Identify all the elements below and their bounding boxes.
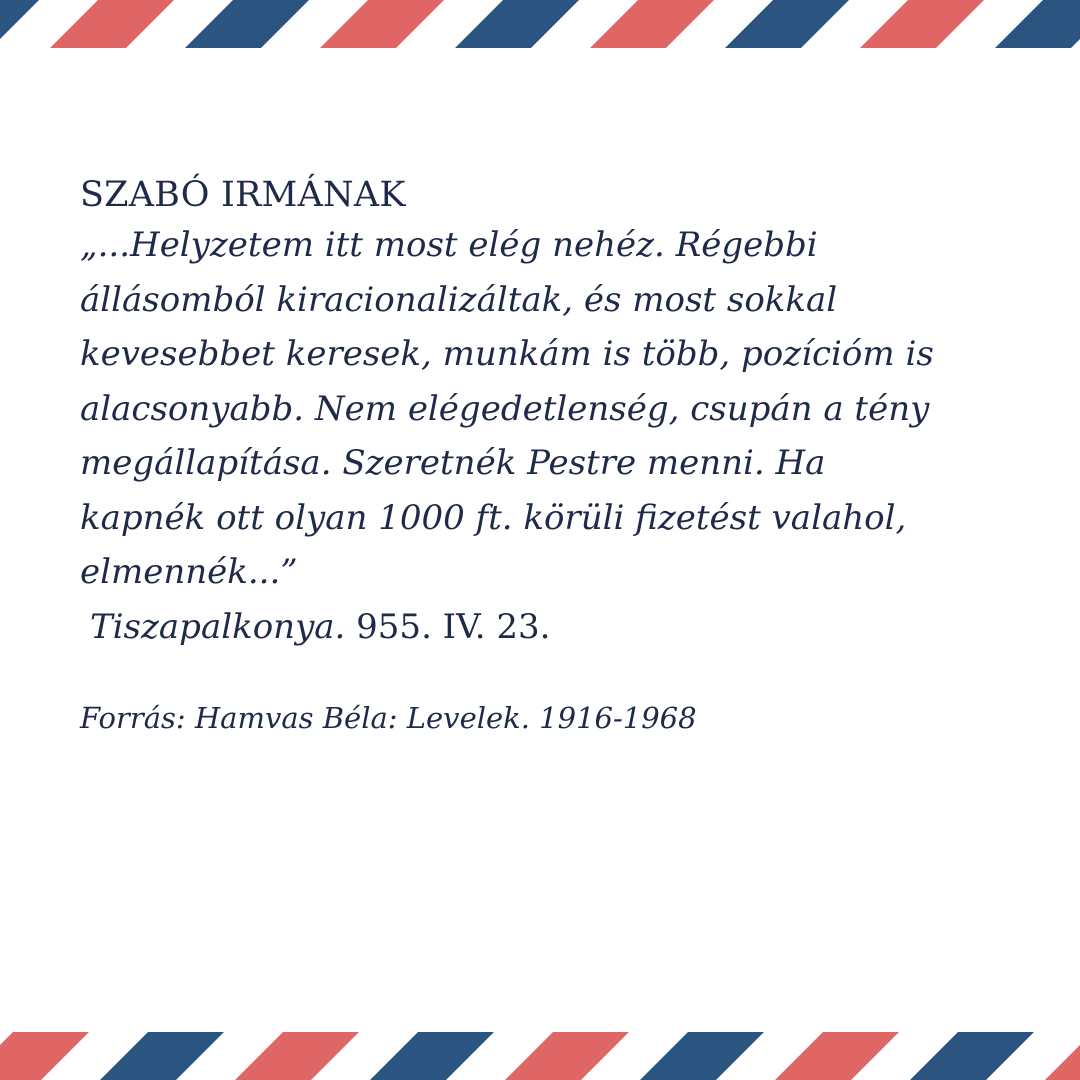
red-stripe: [235, 1032, 359, 1080]
quote-line: alacsonyabb. Nem elégedetlenség, csupán a tény: [80, 388, 930, 429]
blue-stripe: [995, 0, 1080, 48]
red-stripe: [505, 1032, 629, 1080]
red-stripe: [50, 0, 174, 48]
quote-line: megállapítása. Szeretnék Pestre menni. Ha: [80, 443, 826, 483]
blue-stripe: [910, 1032, 1034, 1080]
letter-body: [80, 172, 980, 738]
blue-stripe: [455, 0, 579, 48]
quote-line: elmennék...”: [80, 552, 298, 592]
letter-date: 955. IV. 23.: [356, 606, 551, 647]
red-stripe: [775, 1032, 899, 1080]
red-stripe: [860, 0, 984, 48]
red-stripe: [0, 1032, 89, 1080]
quote-line: kevesebbet keresek, munkám is több, pozícióm is: [80, 334, 934, 374]
red-stripe: [320, 0, 444, 48]
blue-stripe: [100, 1032, 224, 1080]
quote-line: „...Helyzetem itt most elég nehéz. Régebbi: [80, 225, 818, 265]
airmail-stripe-bottom: [0, 1032, 1080, 1080]
blue-stripe: [0, 0, 39, 48]
source-citation: Forrás: Hamvas Béla: Levelek. 1916-1968: [80, 700, 697, 735]
blue-stripe: [185, 0, 309, 48]
airmail-stripe-top: [0, 0, 1080, 48]
red-stripe: [590, 0, 714, 48]
letter-quote: [80, 218, 980, 600]
place-and-date: [80, 600, 980, 654]
quote-line: állásomból kiracionalizáltak, és most sokkal: [80, 279, 838, 320]
blue-stripe: [725, 0, 849, 48]
place-name: Tiszapalkonya.: [90, 606, 346, 647]
recipient-heading: SZABÓ IRMÁNAK: [80, 175, 406, 215]
red-stripe: [1045, 1032, 1080, 1080]
quote-line: kapnék ott olyan 1000 ft. körüli fizetést valahol,: [80, 497, 907, 538]
blue-stripe: [370, 1032, 494, 1080]
blue-stripe: [640, 1032, 764, 1080]
